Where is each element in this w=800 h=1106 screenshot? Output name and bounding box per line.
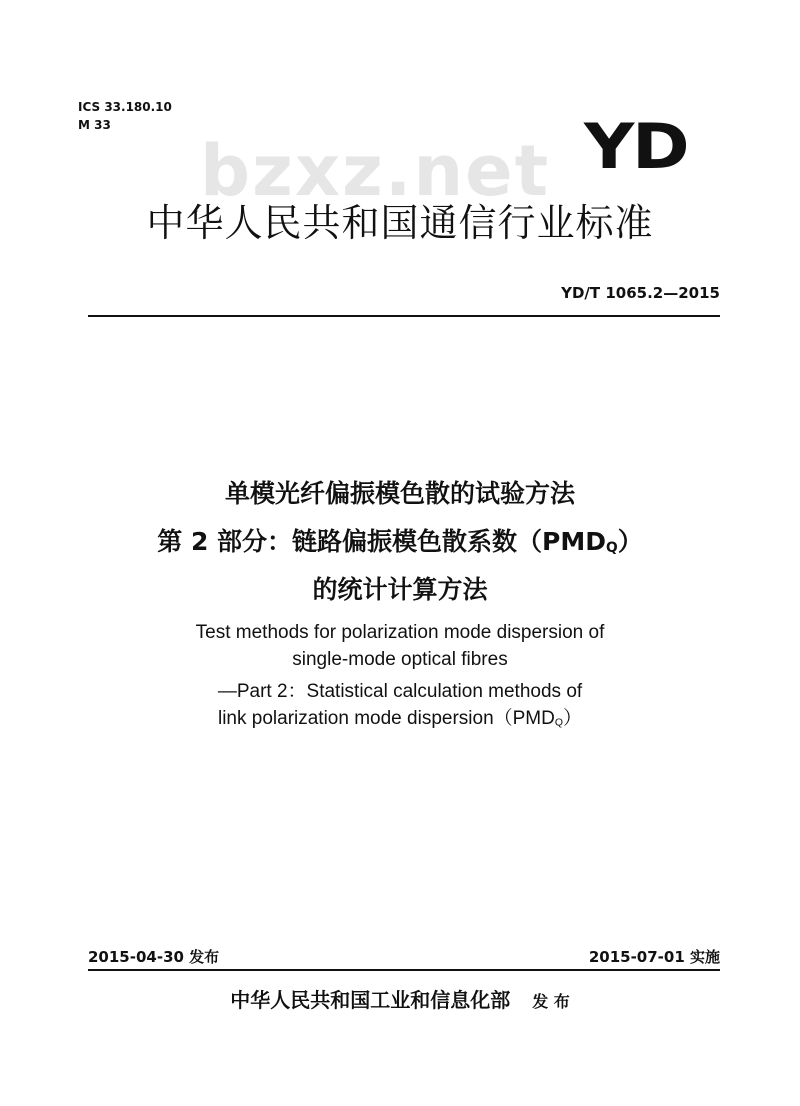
yd-logo: YD — [584, 110, 688, 183]
en-title-line-4 — [0, 703, 800, 730]
cn-title-line-3: 的统计计算方法 — [312, 575, 488, 604]
en-title-line-2: single-mode optical fibres — [292, 649, 508, 670]
en-title-line-1: Test methods for polarization mode dispersion of — [195, 622, 605, 643]
bottom-divider — [88, 969, 720, 971]
top-divider — [88, 315, 720, 317]
en-title-line-4-suffix: ） — [562, 708, 582, 729]
issue-action: 发 布 — [532, 992, 570, 1011]
cn-title-line-2 — [0, 522, 800, 558]
ics-code: ICS 33.180.10 — [78, 100, 172, 114]
standard-category-title: 中华人民共和国通信行业标准 — [146, 201, 654, 245]
en-title-line-3: —Part 2：Statistical calculation methods of — [217, 681, 583, 702]
issue-date: 2015-04-30 发布 — [88, 948, 220, 966]
implementation-date: 2015-07-01 实施 — [588, 948, 720, 966]
en-title-subscript: Q — [554, 717, 563, 729]
issuer-name: 中华人民共和国工业和信息化部 — [230, 988, 511, 1012]
issuing-authority — [0, 984, 800, 1013]
ccs-code: M 33 — [78, 118, 111, 132]
cn-title-line-1: 单模光纤偏振模色散的试验方法 — [224, 479, 575, 508]
cn-title-subscript: Q — [606, 540, 618, 557]
cn-title-line-2-prefix: 第 2 部分：链路偏振模色散系数（PMD — [157, 527, 607, 556]
cn-title-line-2-suffix: ） — [617, 527, 643, 556]
classification-block — [78, 98, 172, 134]
standard-number: YD/T 1065.2—2015 — [561, 284, 720, 302]
watermark: bzxz.net — [200, 130, 551, 212]
en-title-line-4-prefix: link polarization mode dispersion（PMD — [217, 708, 555, 729]
